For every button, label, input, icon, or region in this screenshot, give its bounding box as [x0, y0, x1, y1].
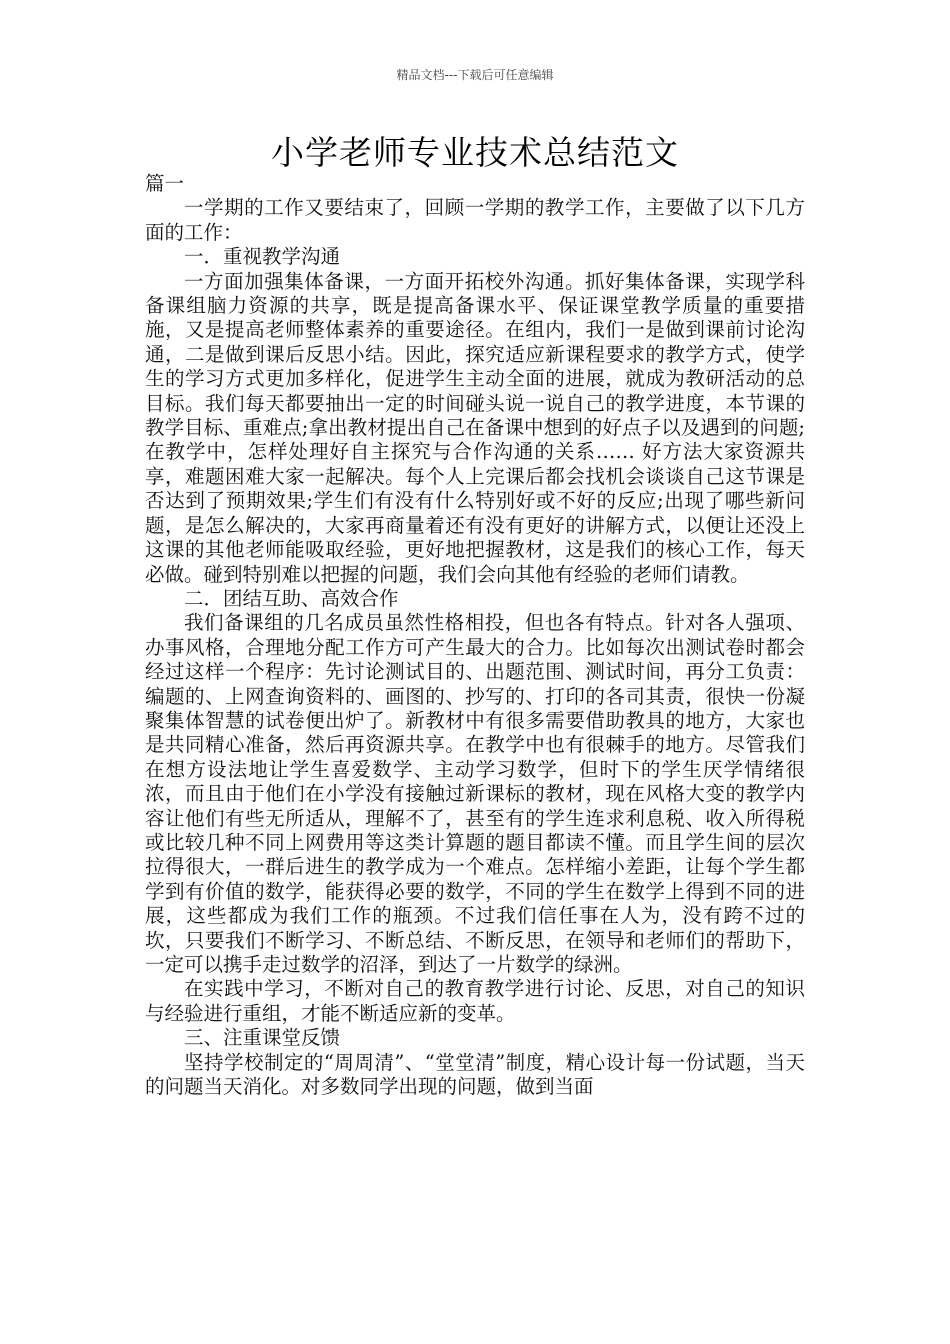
paragraph-practice: 在实践中学习，不断对自己的教育教学进行讨论、反思，对自己的知识与经验进行重组，才能不断适应新的变革。 [145, 977, 805, 1025]
paragraph-communication: 一方面加强集体备课，一方面开拓校外沟通。抓好集体备课，实现学科备课组脑力资源的共享，既是提高备课水平、保证课堂教学质量的重要措施，又是提高老师整体素养的重要途径。在组内，我们一是做到课前讨论沟通，二是做到课后反思小结。因此，探究适应新课程要求的教学方式，使学生的学习方式更加多样化，促进学生主动全面的进展，就成为教研活动的总目标。我们每天都要抽出一定的时间碰头说一说自己的教学进度，本节课的教学目标、重难点;拿出教材提出自己在备课中想到的好点子以及遇到的问题;在教学中，怎样处理好自主探究与合作沟通的关系…… 好方法大家资源共享，难题困难大家一起解决。每个人上完课后都会找机会谈谈自己这节课是否达到了预期效果;学生们有没有什么特别好或不好的反应;出现了哪些新问题，是怎么解决的，大家再商量着还有没有更好的讲解方式，以便让还没上这课的其他老师能吸取经验，更好地把握教材，这是我们的核心工作，每天必做。碰到特别难以把握的问题，我们会向其他有经验的老师们请教。 [145, 269, 805, 586]
page-header: 精品文档---下载后可任意编辑 [396, 68, 554, 82]
paragraph-feedback: 坚持学校制定的“周周清”、“堂堂清”制度，精心设计每一份试题，当天的问题当天消化。对多数同学出现的问题，做到当面 [145, 1050, 805, 1099]
paragraph-intro: 一学期的工作又要结束了，回顾一学期的教学工作，主要做了以下几方面的工作： [145, 196, 805, 244]
paragraph-cooperation: 我们备课组的几名成员虽然性格相投，但也各有特点。针对各人强项、办事风格，合理地分配工作方可产生最大的合力。比如每次出测试卷时都会经过这样一个程序：先讨论测试目的、出题范围、测试时间，再分工负责：编题的、上网查询资料的、画图的、抄写的、打印的各司其责，很快一份凝聚集体智慧的试卷便出炉了。新教材中有很多需要借助教具的地方，大家也是共同精心准备，然后再资源共享。在教学中也有很棘手的地方。尽管我们在想方设法地让学生喜爱数学、主动学习数学，但时下的学生厌学情绪很浓，而且由于他们在小学没有接触过新课标的教材，现在风格大变的教学内容让他们有些无所适从，理解不了，甚至有的学生连求利息税、收入所得税或比较几种不同上网费用等这类计算题的题目都读不懂。而且学生间的层次拉得很大，一群后进生的教学成为一个难点。怎样缩小差距，让每个学生都学到有价值的数学，能获得必要的数学，不同的学生在数学上得到不同的进展，这些都成为我们工作的瓶颈。不过我们信任事在人为，没有跨不过的坎，只要我们不断学习、不断总结、不断反思，在领导和老师们的帮助下，一定可以携手走过数学的沼泽，到达了一片数学的绿洲。 [145, 611, 805, 976]
document-body [145, 172, 805, 1099]
document-title: 小学老师专业技术总结范文 [271, 133, 679, 172]
section-label: 篇一 [145, 172, 185, 195]
heading-2: 二．团结互助、高效合作 [184, 586, 399, 610]
heading-1: 一．重视教学沟通 [184, 245, 341, 269]
heading-3: 三、注重课堂反馈 [184, 1026, 341, 1050]
